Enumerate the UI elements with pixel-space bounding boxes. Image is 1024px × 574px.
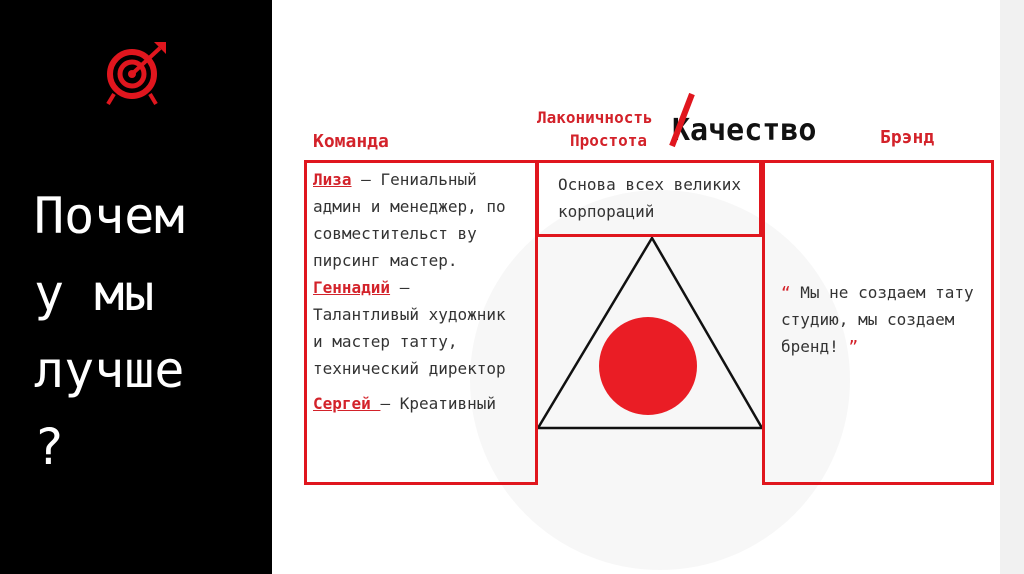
right-edge-stripe <box>1000 0 1024 574</box>
quote-close: ” <box>848 337 859 356</box>
slash-mark <box>662 90 702 150</box>
header-laconic: Лаконичность <box>537 108 653 127</box>
header-simplicity: Простота <box>570 131 648 150</box>
member-separator: – <box>351 170 381 189</box>
header-quality: Качество <box>672 113 817 148</box>
laconic-text: Основа всех великих корпораций <box>558 175 742 221</box>
header-team: Команда <box>313 131 389 152</box>
member-name: Геннадий <box>313 278 391 297</box>
member-description: Креативный <box>399 394 497 413</box>
red-circle <box>599 317 697 415</box>
quote-open: “ <box>781 283 791 302</box>
target-with-arrow-icon <box>100 38 170 108</box>
left-panel <box>0 0 272 574</box>
header-brand: Брэнд <box>880 127 935 148</box>
member-description: Гениальный админ и менеджер, по совместительст ву пирсинг мастер. <box>313 170 506 270</box>
triangle-with-circle <box>530 230 770 440</box>
member-separator: – <box>390 278 410 297</box>
slide-title: Почем у мы лучше ? <box>34 187 185 476</box>
member-separator: – <box>380 394 400 413</box>
team-members <box>313 166 513 417</box>
member-description: Талантливый художник и мастер татту, технический директор <box>313 305 506 378</box>
member-name: Сергей <box>313 394 381 413</box>
quote-text: Мы не создаем тату студию, мы создаем бренд! <box>781 283 974 356</box>
member-name: Лиза <box>313 170 352 189</box>
brand-quote <box>781 279 991 360</box>
